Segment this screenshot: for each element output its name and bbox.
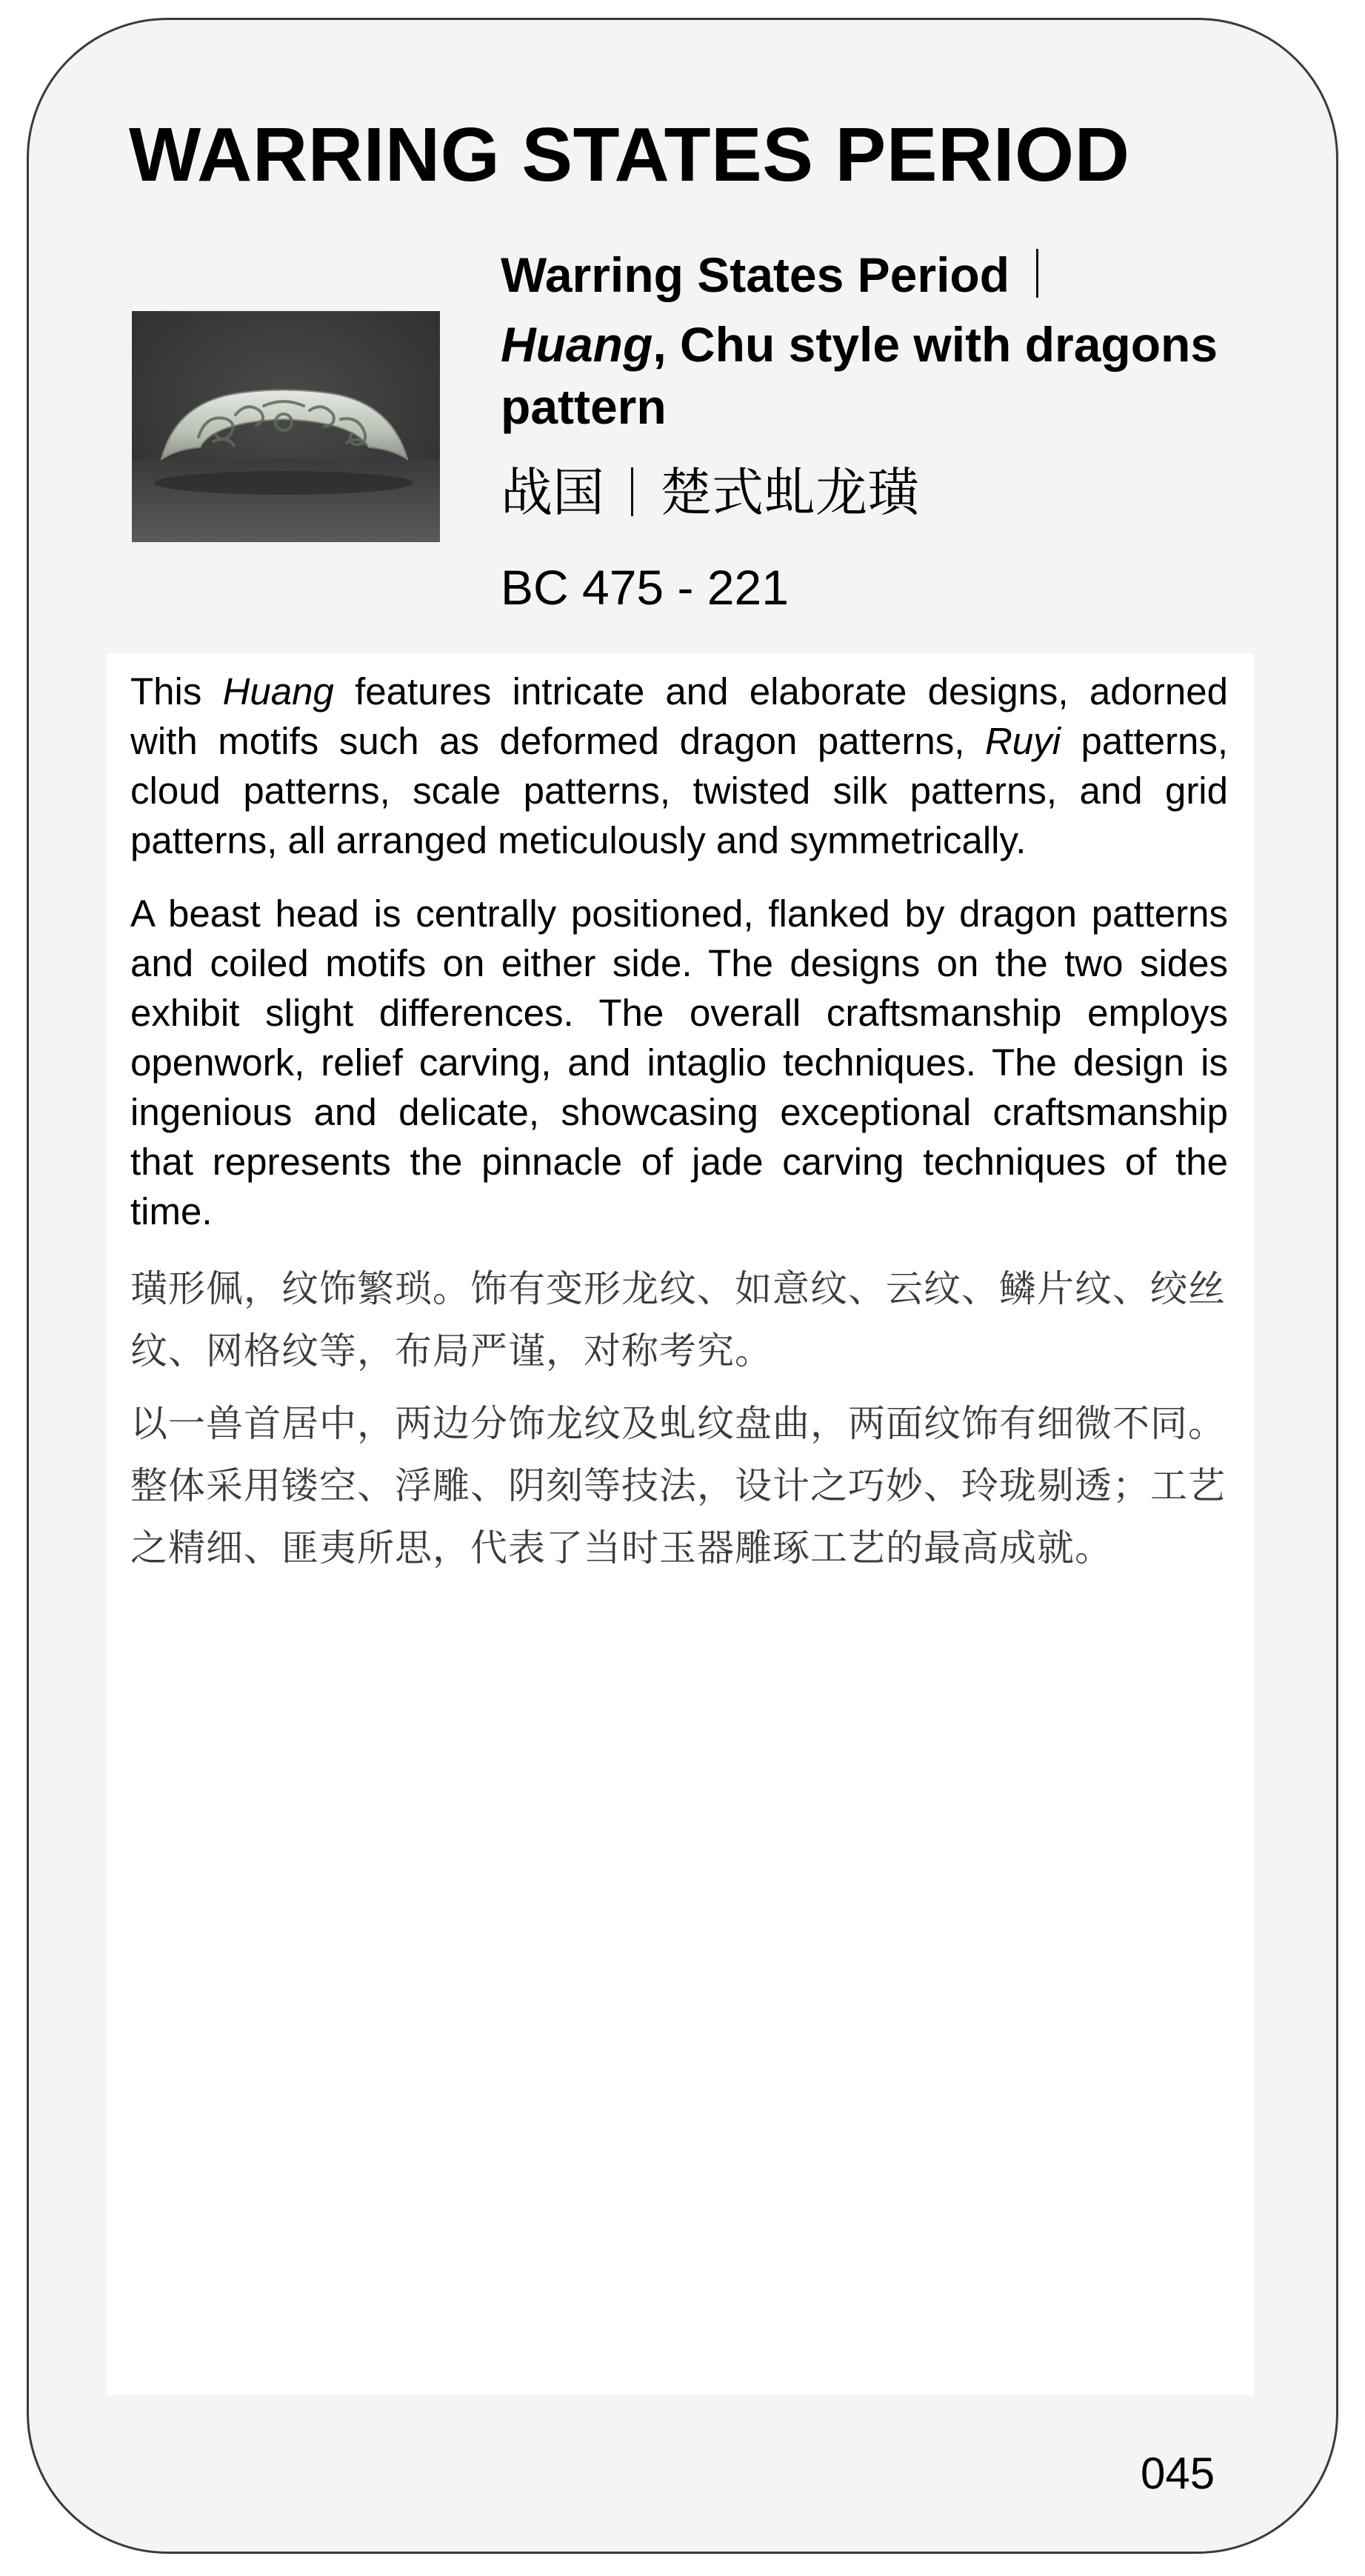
title-separator <box>1036 249 1038 298</box>
description-en-paragraph-1: This Huang features intricate and elaborate designs, adorned with motifs such as deformed dragon patterns, Ruyi patterns, cloud patterns, scale patterns, twisted silk patterns, and grid patterns, all arranged meticulously and symmetrically. <box>130 670 1228 861</box>
artifact-image <box>132 311 440 542</box>
artifact-date: BC 475 - 221 <box>501 560 789 615</box>
page-number: 045 <box>1141 2449 1215 2498</box>
artifact-name-zh: 战国 楚式虬龙璜 <box>501 462 919 523</box>
artifact-period-en: Warring States Period <box>501 241 1065 308</box>
page-title: WARRING STATES PERIOD <box>129 112 1130 197</box>
jade-huang-pendant-photo <box>132 311 440 542</box>
artifact-name-en: Huang, Chu style with dragons <box>501 317 1218 372</box>
description-zh-paragraph-1: 璜形佩，纹饰繁琐。饰有变形龙纹、如意纹、云纹、鳞片纹、绞丝纹、网格纹等，布局严谨，对称考究。 <box>130 1267 1226 1372</box>
artifact-name-en-continued: pattern <box>501 379 667 434</box>
title-separator-zh <box>631 467 633 516</box>
description-zh-paragraph-2: 以一兽首居中，两边分饰龙纹及虬纹盘曲，两面纹饰有细微不同。整体采用镂空、浮雕、阴刻等技法，设计之巧妙、玲珑剔透；工艺之精细、匪夷所思，代表了当时玉器雕琢工艺的最高成就。 <box>130 1402 1226 1569</box>
description-en-paragraph-2: A beast head is centrally positioned, flanked by dragon patterns and coiled motifs on either side. The designs on the two sides exhibit slight differences. The overall craftsmanship employs openwork, relief carving, and intaglio techniques. The design is ingenious and delicate, showcasing exceptional craftsmanship that represents the pinnacle of jade carving techniques of the time. <box>130 892 1228 1232</box>
